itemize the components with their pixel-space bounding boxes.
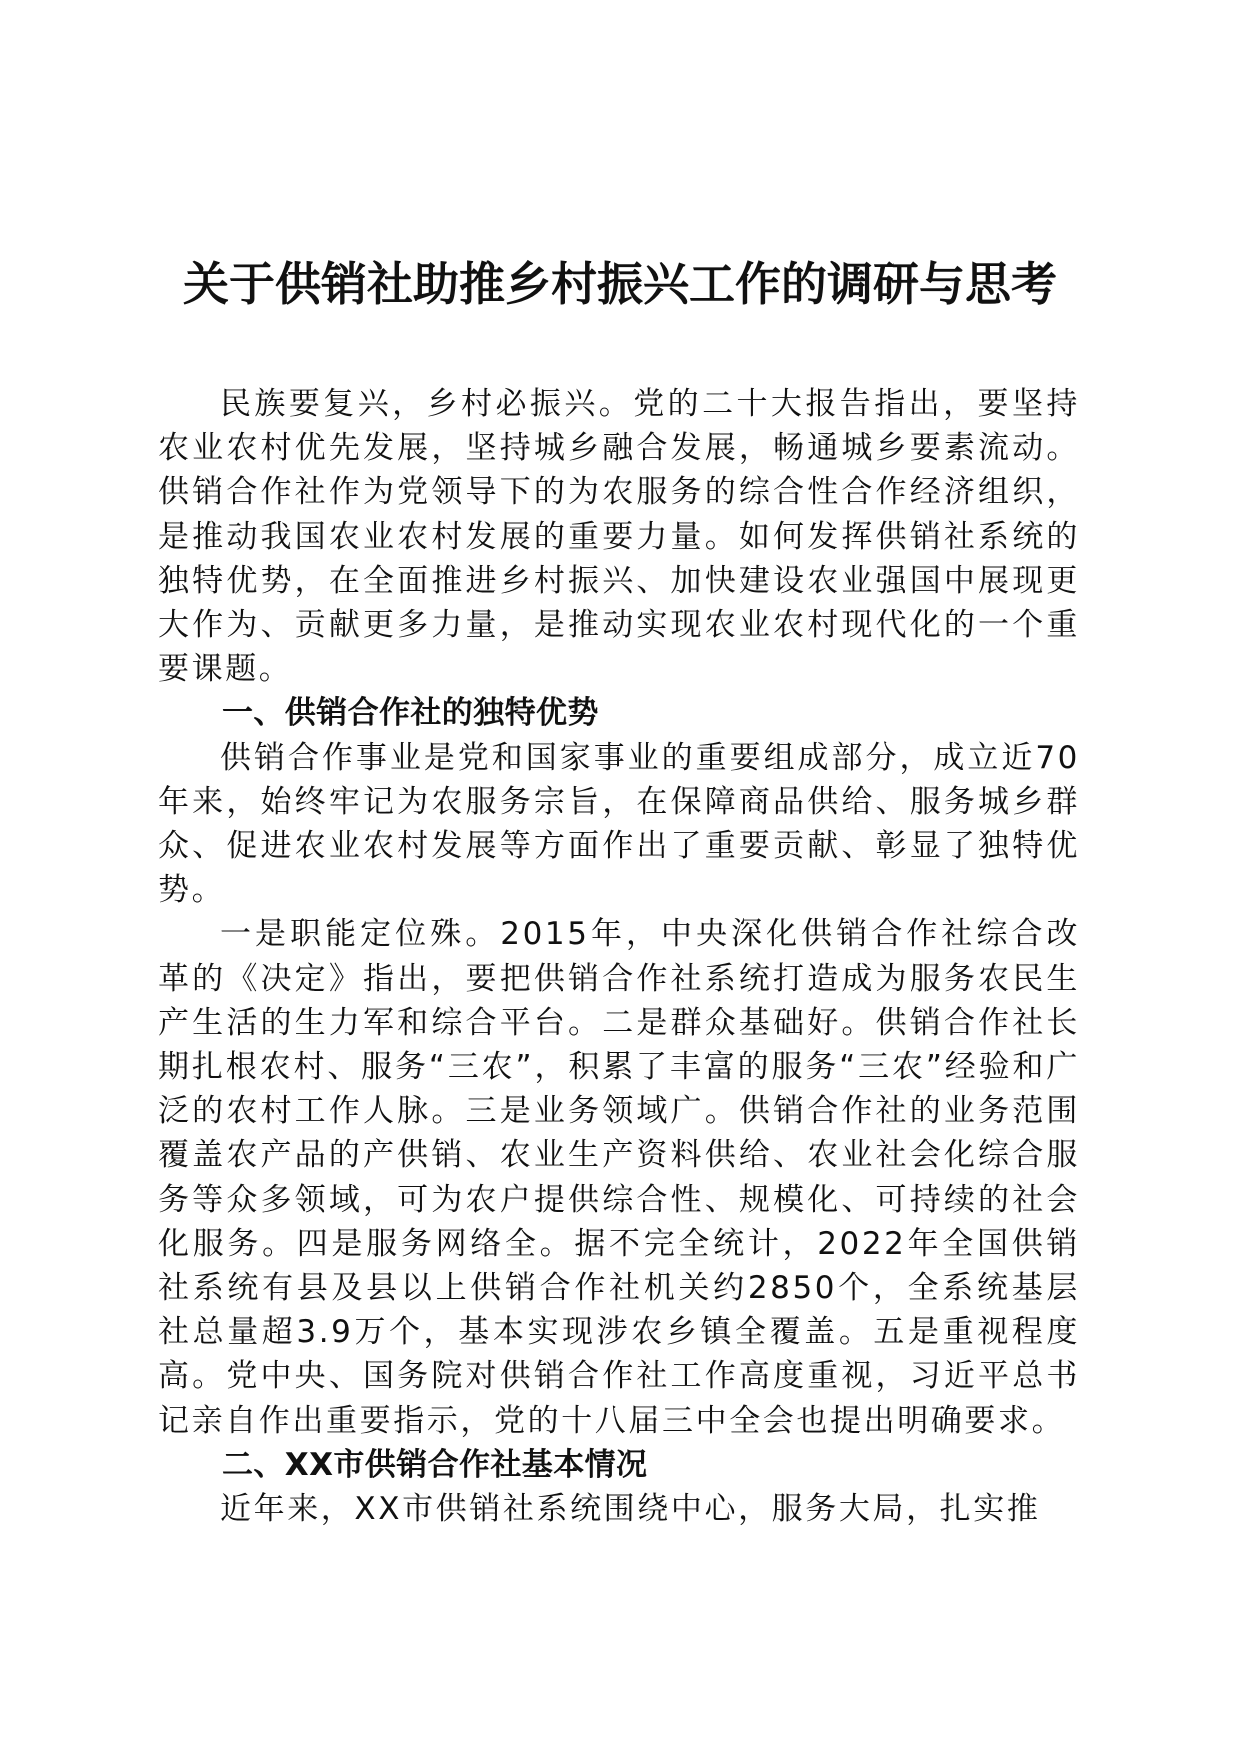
intro-paragraph: 民族要复兴，乡村必振兴。党的二十大报告指出，要坚持农业农村优先发展，坚持城乡融合发展，畅通城乡要素流动。供销合作社作为党领导下的为农服务的综合性合作经济组织，是推动我国农业农村发展的重要力量。如何发挥供销社系统的独特优势，在全面推进乡村振兴、加快建设农业强国中展现更大作为、贡献更多力量，是推动实现农业农村现代化的一个重要课题。 — [158, 386, 1080, 688]
section-1-heading: 一、供销合作社的独特优势 — [222, 695, 599, 732]
section-2-paragraph-1: 近年来，XX市供销社系统围绕中心，服务大局，扎实推 — [220, 1491, 1041, 1528]
document-title: 关于供销社助推乡村振兴工作的调研与思考 — [183, 257, 1057, 311]
section-1-paragraph-2: 一是职能定位殊。2015年，中央深化供销合作社综合改革的《决定》指出，要把供销合作社系统打造成为服务农民生产生活的生力军和综合平台。二是群众基础好。供销合作社长期扎根农村、服务“三农”，积累了丰富的服务“三农”经验和广泛的农村工作人脉。三是业务领域广。供销合作社的业务范围覆盖农产品的产供销、农业生产资料供给、农业社会化综合服务等众多领域，可为农户提供综合性、规模化、可持续的社会化服务。四是服务网络全。据不完全统计，2022年全国供销社系统有县及县以上供销合作社机关约2850个，全系统基层社总量超3.9万个，基本实现涉农乡镇全覆盖。五是重视程度高。党中央、国务院对供销合作社工作高度重视，习近平总书记亲自作出重要指示，党的十八届三中全会也提出明确要求。 — [158, 916, 1080, 1439]
document-body — [158, 382, 1080, 1531]
section-2-heading: 二、XX市供销合作社基本情况 — [222, 1446, 648, 1483]
section-1-paragraph-1: 供销合作事业是党和国家事业的重要组成部分，成立近70年来，始终牢记为农服务宗旨，在保障商品供给、服务城乡群众、促进农业农村发展等方面作出了重要贡献、彰显了独特优势。 — [158, 739, 1080, 909]
